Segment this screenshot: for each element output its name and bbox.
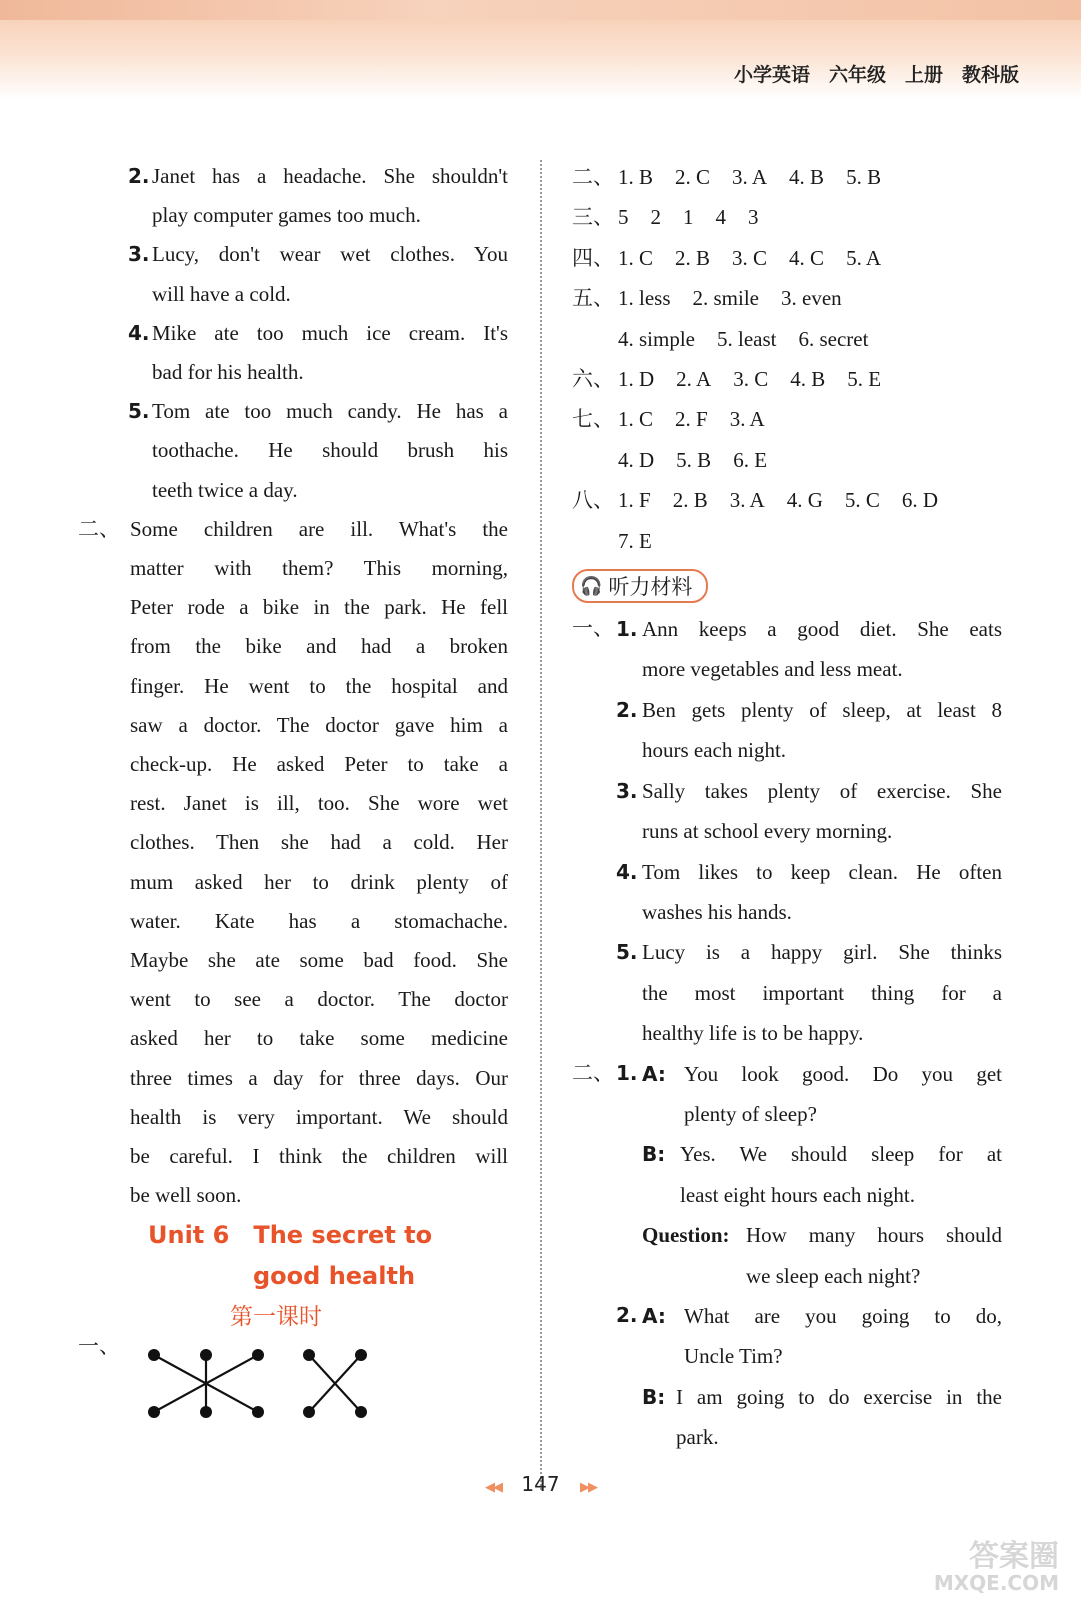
passage-line: mum asked her to drink plenty of — [130, 869, 508, 894]
match-dot — [303, 1349, 315, 1361]
list-item: 2. Ben gets plenty of sleep, at least 8 hours each night. — [616, 697, 1002, 763]
answer-item: 5. C — [844, 488, 880, 513]
section-label: 六、 — [572, 367, 614, 392]
answer-row — [572, 521, 1002, 561]
answer-item: 1. less — [618, 286, 671, 311]
section-label: 八、 — [572, 488, 614, 513]
answer-row — [572, 359, 1002, 399]
answer-item: 2. C — [675, 165, 711, 189]
answer-item: 2. A — [676, 367, 712, 392]
passage-line: clothes. Then she had a cold. Her — [130, 830, 508, 855]
section-label: 七、 — [572, 407, 614, 432]
answer-row — [572, 319, 1002, 359]
match-dot — [200, 1349, 212, 1361]
section-label: 二、 — [78, 516, 120, 541]
answer-item: 5 — [618, 205, 629, 230]
passage-line: check-up. He asked Peter to take a — [130, 752, 508, 777]
section-label: 三、 — [572, 205, 614, 230]
list-item: 1. Ann keeps a good diet. She eats more vegetables and less meat. — [616, 617, 1002, 682]
answer-item: 1. D — [618, 367, 655, 392]
page-number: 147 — [521, 1472, 560, 1496]
answer-item: 4. G — [786, 488, 823, 513]
answer-item: 4. D — [618, 447, 655, 472]
right-column — [572, 157, 1002, 1458]
answer-item: 3. A — [732, 165, 768, 189]
column-divider — [540, 160, 542, 1490]
list-item: 5. Lucy is a happy girl. She thinks the most important thing for a healthy life is to be happy. — [616, 940, 1002, 1046]
answer-item: 2. smile — [692, 286, 759, 311]
passage-line: health is very important. We should — [130, 1104, 508, 1129]
passage-line: water. Kate has a stomachache. — [130, 908, 508, 933]
answer-row — [572, 480, 1002, 520]
answer-item: 5. E — [847, 367, 882, 392]
answer-key — [572, 157, 1002, 561]
passage-line: be careful. I think the children will — [130, 1144, 508, 1169]
matching-lines-diagram — [138, 1337, 438, 1427]
passage-text — [130, 510, 508, 1216]
answer-item: 1. C — [618, 245, 654, 270]
passage-line: be well soon. — [130, 1183, 242, 1208]
answer-item: 5. B — [676, 447, 712, 472]
listening-tag: 🎧 听力材料 — [572, 569, 708, 603]
unit-subtitle: good health — [253, 1262, 416, 1291]
section-label: 一、 — [78, 1334, 120, 1359]
section-label — [572, 521, 618, 561]
answer-row — [572, 157, 1002, 197]
answer-item: 6. E — [733, 447, 768, 472]
answer-item: 4. C — [789, 245, 825, 270]
lesson-title: 第一课时 — [230, 1304, 322, 1331]
watermark-logo: 答案圈 MXQE.COM — [933, 1539, 1059, 1595]
answer-item: 3. C — [732, 245, 768, 270]
match-dot — [355, 1349, 367, 1361]
answer-row — [572, 440, 1002, 480]
answer-row — [572, 197, 1002, 237]
section-label: 二、 — [572, 1060, 614, 1085]
listening-section-1 — [572, 609, 1002, 1053]
section-label — [572, 319, 618, 359]
dialogue: 1. A: You look good. Do you get plenty of sleep? B: Yes. We should sleep for at least eight hours each night. Question: How many hours should we sleep each night? — [616, 1060, 1002, 1288]
list-item: 4. Mike ate too much ice cream. It's bad for his health. — [128, 320, 508, 385]
answer-item: 3. C — [733, 367, 769, 392]
headphones-icon: 🎧 — [580, 575, 603, 597]
answer-row — [572, 399, 1002, 439]
prev-arrow-icon: ◀◀ — [485, 1480, 502, 1495]
left-column — [78, 157, 508, 1427]
answer-item: 6. secret — [798, 326, 869, 351]
answer-item: 3. A — [729, 407, 765, 432]
page-footer — [0, 1472, 1081, 1496]
passage-line: Peter rode a bike in the park. He fell — [130, 595, 508, 620]
answer-item: 5. A — [846, 245, 882, 270]
matching-answer — [78, 1334, 508, 1427]
passage-line: rest. Janet is ill, too. She wore wet — [130, 791, 508, 816]
next-arrow-icon: ▶▶ — [579, 1480, 596, 1495]
answer-item: 1 — [683, 205, 694, 230]
passage — [78, 510, 508, 1216]
dialogue: 2. A: What are you going to do, Uncle Tim? B: I am going to do exercise in the park. — [616, 1302, 1002, 1450]
match-dot — [148, 1349, 160, 1361]
answer-item: 7. E — [618, 528, 652, 553]
answer-item: 4. B — [789, 165, 825, 189]
answer-item: 2. B — [672, 488, 708, 513]
passage-line: asked her to take some medicine — [130, 1026, 508, 1051]
list-item: 3. Lucy, don't wear wet clothes. You will have a cold. — [128, 242, 508, 306]
answer-item: 4. B — [790, 367, 826, 392]
book-title: 小学英语 六年级 上册 教科版 — [733, 64, 1019, 86]
answer-item: 1. F — [618, 488, 651, 513]
answer-item: 2 — [650, 205, 661, 230]
answer-item: 3. even — [781, 286, 842, 311]
list-item: 2. Janet has a headache. She shouldn't play computer games too much. — [128, 164, 508, 228]
passage-line: three times a day for three days. Our — [130, 1065, 508, 1090]
section-label: 四、 — [572, 245, 614, 270]
answer-item: 4. simple — [618, 326, 695, 351]
match-dot — [252, 1406, 264, 1418]
passage-line: Maybe she ate some bad food. She — [130, 948, 508, 973]
passage-line: finger. He went to the hospital and — [130, 673, 508, 698]
match-dot — [252, 1349, 264, 1361]
answer-item: 6. D — [901, 488, 939, 513]
passage-line: from the bike and had a broken — [130, 634, 508, 659]
answer-row — [572, 238, 1002, 278]
unit-title: Unit 6 The secret to — [148, 1221, 433, 1250]
listening-section-2 — [572, 1054, 1002, 1458]
answer-item: 2. F — [675, 407, 708, 432]
match-dot — [303, 1406, 315, 1418]
answer-item: 2. B — [675, 245, 711, 270]
list-item: 4. Tom likes to keep clean. He often washes his hands. — [616, 859, 1002, 924]
passage-line: matter with them? This morning, — [130, 556, 508, 581]
answer-item: 5. least — [717, 326, 777, 351]
answer-item: 3 — [748, 205, 759, 230]
passage-line: saw a doctor. The doctor gave him a — [130, 712, 508, 737]
passage-line: went to see a doctor. The doctor — [130, 987, 508, 1012]
answer-row — [572, 278, 1002, 318]
match-dot — [200, 1406, 212, 1418]
match-dot — [148, 1406, 160, 1418]
answer-item: 3. A — [729, 488, 765, 513]
list-item: 5. Tom ate too much candy. He has a toothache. He should brush his teeth twice a day. — [128, 399, 508, 502]
section-label: 五、 — [572, 286, 614, 311]
answer-item: 1. B — [618, 165, 654, 189]
list-item: 3. Sally takes plenty of exercise. She runs at school every morning. — [616, 778, 1002, 844]
section-label: 二、 — [572, 165, 614, 189]
section-label: 一、 — [572, 616, 614, 641]
answer-item: 1. C — [618, 407, 654, 432]
answer-item: 4 — [715, 205, 726, 230]
section-label — [572, 440, 618, 480]
answer-item: 5. B — [846, 165, 882, 189]
match-dot — [355, 1406, 367, 1418]
passage-line: Some children are ill. What's the — [130, 516, 508, 541]
